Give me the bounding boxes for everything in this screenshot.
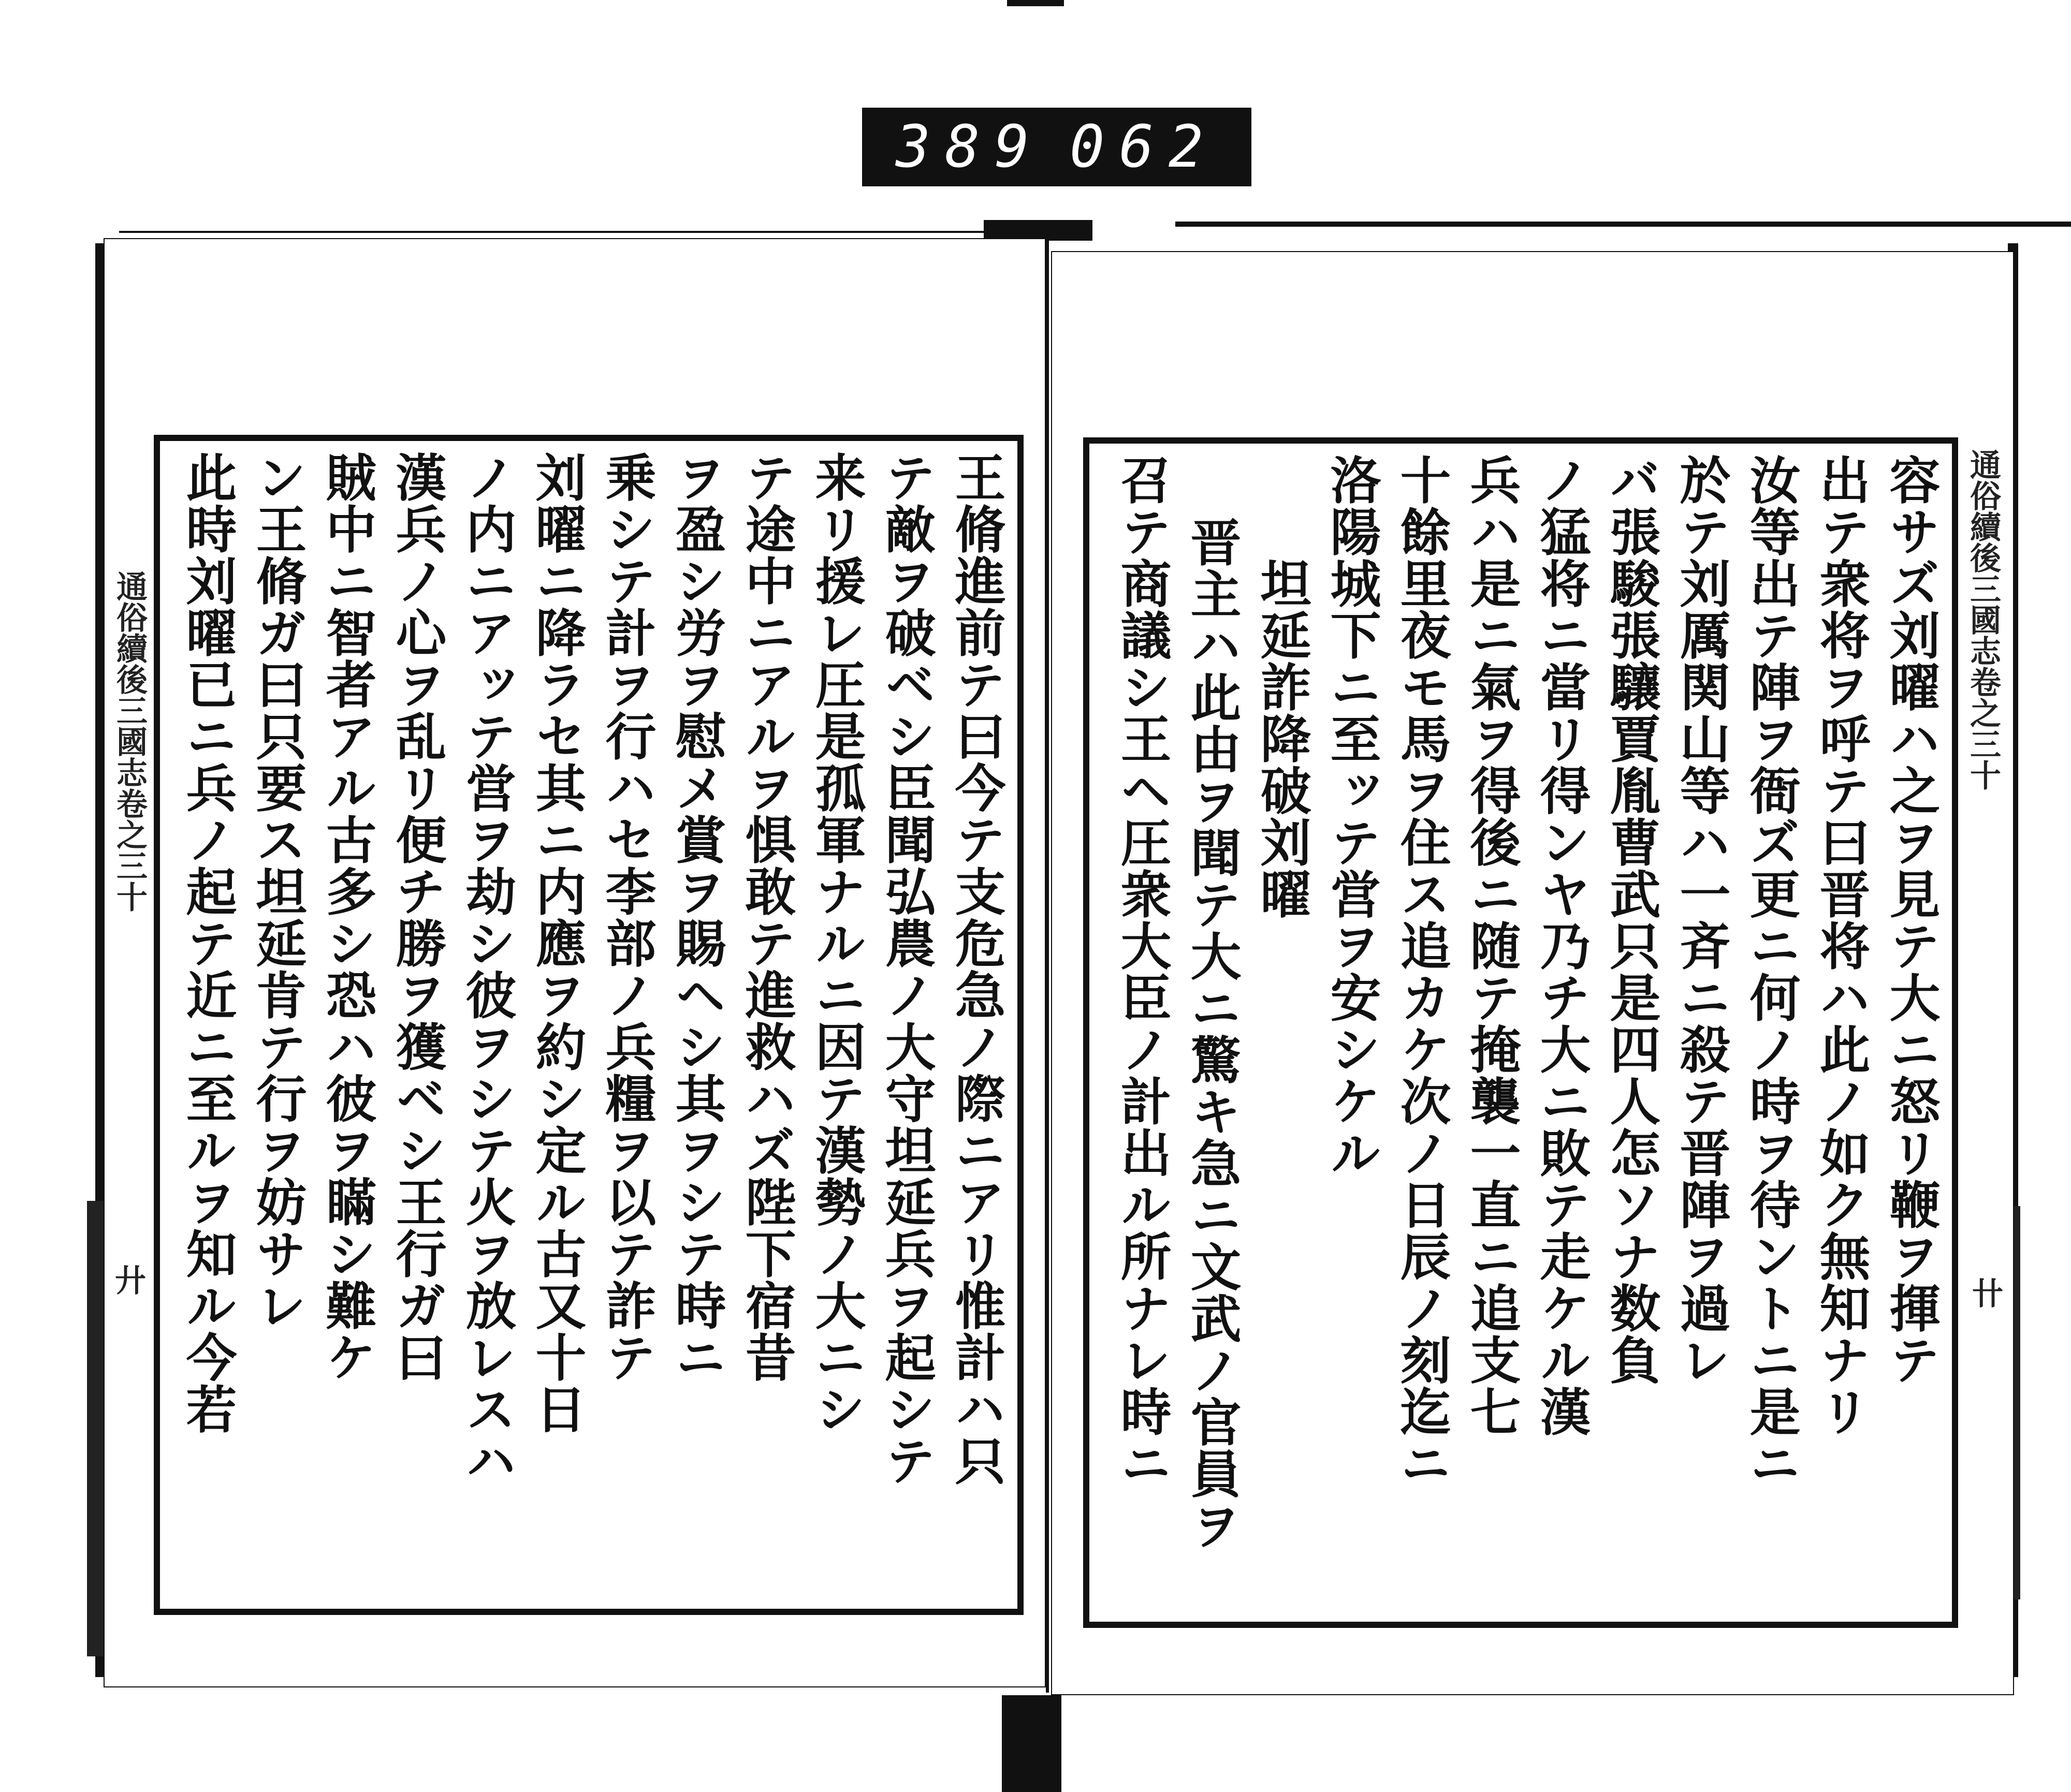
center-fold xyxy=(1046,228,1049,1693)
text-column: 於テ刘厲関山等ハ一斉ニ殺テ晋陣ヲ過レ xyxy=(1671,454,1731,1386)
right-margin-title: 通俗續後三國志卷之三十 xyxy=(1965,449,2001,790)
text-column: テ途中ニアルヲ惧敢テ進救ハズ陛下宿昔 xyxy=(737,451,796,1383)
left-text-frame xyxy=(154,435,1024,1615)
text-column: 出テ衆将ヲ呼テ曰晋将ハ此ノ如ク無知ナリ xyxy=(1811,454,1871,1437)
text-column: 来リ援レ圧是孤軍ナルニ因テ漢勢ノ大ニシ xyxy=(807,451,866,1435)
frame-number: 062 xyxy=(1069,113,1218,181)
top-rule-right xyxy=(1175,222,2071,227)
text-column: 漢兵ノ心ヲ乱リ便チ勝ヲ獲ベシ王行ガ曰 xyxy=(387,451,447,1383)
spine-bottom-mark xyxy=(1002,1695,1061,1792)
text-column: 賊中ニ智者アル古多シ恐ハ彼ヲ瞞シ難ケ xyxy=(317,451,377,1383)
text-column: 王脩進前テ曰今テ支危急ノ際ニアリ惟計ハ只 xyxy=(946,451,1006,1487)
frame-counter-label xyxy=(862,108,1251,186)
text-column: 召テ商議シ王ヘ圧衆大臣ノ計出ル所ナレ時ニ xyxy=(1112,454,1172,1489)
text-column: 洛陽城下ニ至ッテ営ヲ安シケル xyxy=(1322,454,1381,1179)
text-column: バ張駿張驤賈胤曹武只是四人怎ソナ数負 xyxy=(1601,454,1661,1386)
left-page xyxy=(104,238,1046,1687)
spine-top-mark xyxy=(984,220,1092,241)
top-crop-mark xyxy=(1007,0,1064,6)
text-column: 刘曜ニ降ラセ其ニ内應ヲ約シ定ル古又十日 xyxy=(527,451,587,1435)
text-column: 容サズ刘曜ハ之ヲ見テ大ニ怒リ鞭ヲ揮テ xyxy=(1881,454,1941,1386)
text-column: ン王脩ガ曰只要ス坦延肯テ行ヲ妨サレ xyxy=(247,451,307,1331)
text-column: ノ内ニアッテ営ヲ劫シ彼ヲシテ火ヲ放レスハ xyxy=(457,451,517,1487)
right-page xyxy=(1051,251,2014,1695)
left-folio: 廾 xyxy=(110,1264,146,1295)
text-column: 兵ハ是ニ氣ヲ得後ニ随テ掩襲一直ニ追支七 xyxy=(1462,454,1521,1437)
text-column: テ敵ヲ破ベシ臣聞弘農ノ大守坦延兵ヲ起シテ xyxy=(877,451,936,1487)
text-column: 十餘里夜モ馬ヲ住ス追カケ次ノ日辰ノ刻迄ニ xyxy=(1392,454,1451,1489)
text-column: 晋主ハ此由ヲ聞テ大ニ驚キ急ニ文武ノ官員ヲ xyxy=(1182,516,1242,1551)
right-folio: 卄 xyxy=(1967,1277,2003,1308)
text-column: ヲ盈シ労ヲ慰メ賞ヲ賜ヘシ其ヲシテ時ニ xyxy=(667,451,726,1383)
top-rule-left xyxy=(119,231,1010,233)
text-column: 此時刘曜已ニ兵ノ起テ近ニ至ルヲ知ル今若 xyxy=(178,451,237,1435)
reel-number: 389 xyxy=(895,113,1044,181)
text-column: 汝等出テ陣ヲ衙ズ更ニ何ノ時ヲ待ントニ是ニ xyxy=(1741,454,1801,1489)
section-heading: 坦延詐降破刘曜 xyxy=(1252,557,1311,920)
text-column: ノ猛将ニ當リ得ンヤ乃チ大ニ敗テ走ケル漢 xyxy=(1532,454,1591,1437)
text-column: 乗シテ計ヲ行ハセ李部ノ兵糧ヲ以テ詐テ xyxy=(597,451,657,1383)
right-text-frame xyxy=(1083,437,1958,1628)
left-margin-title: 通俗續後三國志卷之三十 xyxy=(111,570,148,912)
